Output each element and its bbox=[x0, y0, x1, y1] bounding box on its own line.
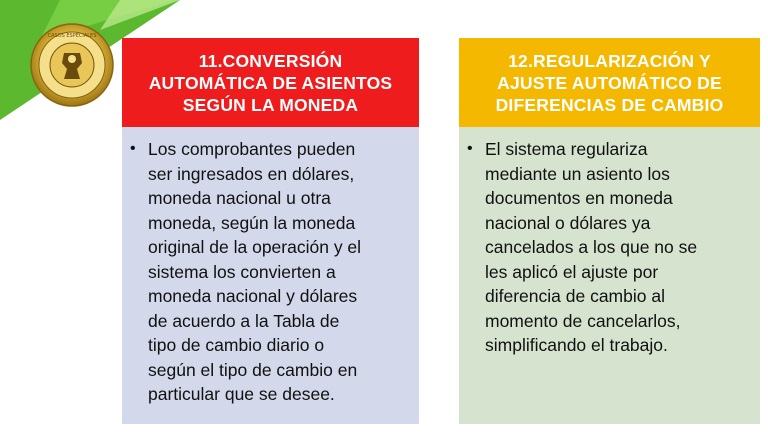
gold-seal-logo-icon bbox=[30, 23, 114, 107]
card-body bbox=[122, 127, 419, 424]
card-title-text: 11.CONVERSIÓN AUTOMÁTICA DE ASIENTOS SEGÚN LA MONEDA bbox=[148, 50, 393, 115]
bullet-item bbox=[130, 137, 405, 407]
card-title bbox=[122, 38, 419, 127]
card-exchange-adjustment bbox=[459, 38, 760, 424]
bullet-item bbox=[467, 137, 746, 358]
bullet-dot-icon: • bbox=[467, 140, 473, 157]
bullet-text: Los comprobantes pueden ser ingresados en dólares, moneda nacional u otra moneda, según la moneda original de la operación y el sistema los convierten a moneda nacional y dólares de acuerdo a la Tabla de tipo de cambio diario o según el tipo de cambio en particular que se desee. bbox=[148, 139, 362, 404]
bullet-text: El sistema regulariza mediante un asiento los documentos en moneda nacional o dólares ya cancelados a los que no se les aplicó el ajuste por diferencia de cambio al momento de cancelarlos, simplificando el trabajo. bbox=[485, 139, 698, 355]
card-currency-conversion bbox=[122, 38, 419, 424]
seal-text: CASOS ESPECIALES bbox=[47, 33, 97, 39]
card-title bbox=[459, 38, 760, 127]
card-title-text: 12.REGULARIZACIÓN Y AJUSTE AUTOMÁTICO DE DIFERENCIAS DE CAMBIO bbox=[495, 50, 724, 115]
bullet-dot-icon: • bbox=[130, 140, 136, 157]
card-body bbox=[459, 127, 760, 424]
